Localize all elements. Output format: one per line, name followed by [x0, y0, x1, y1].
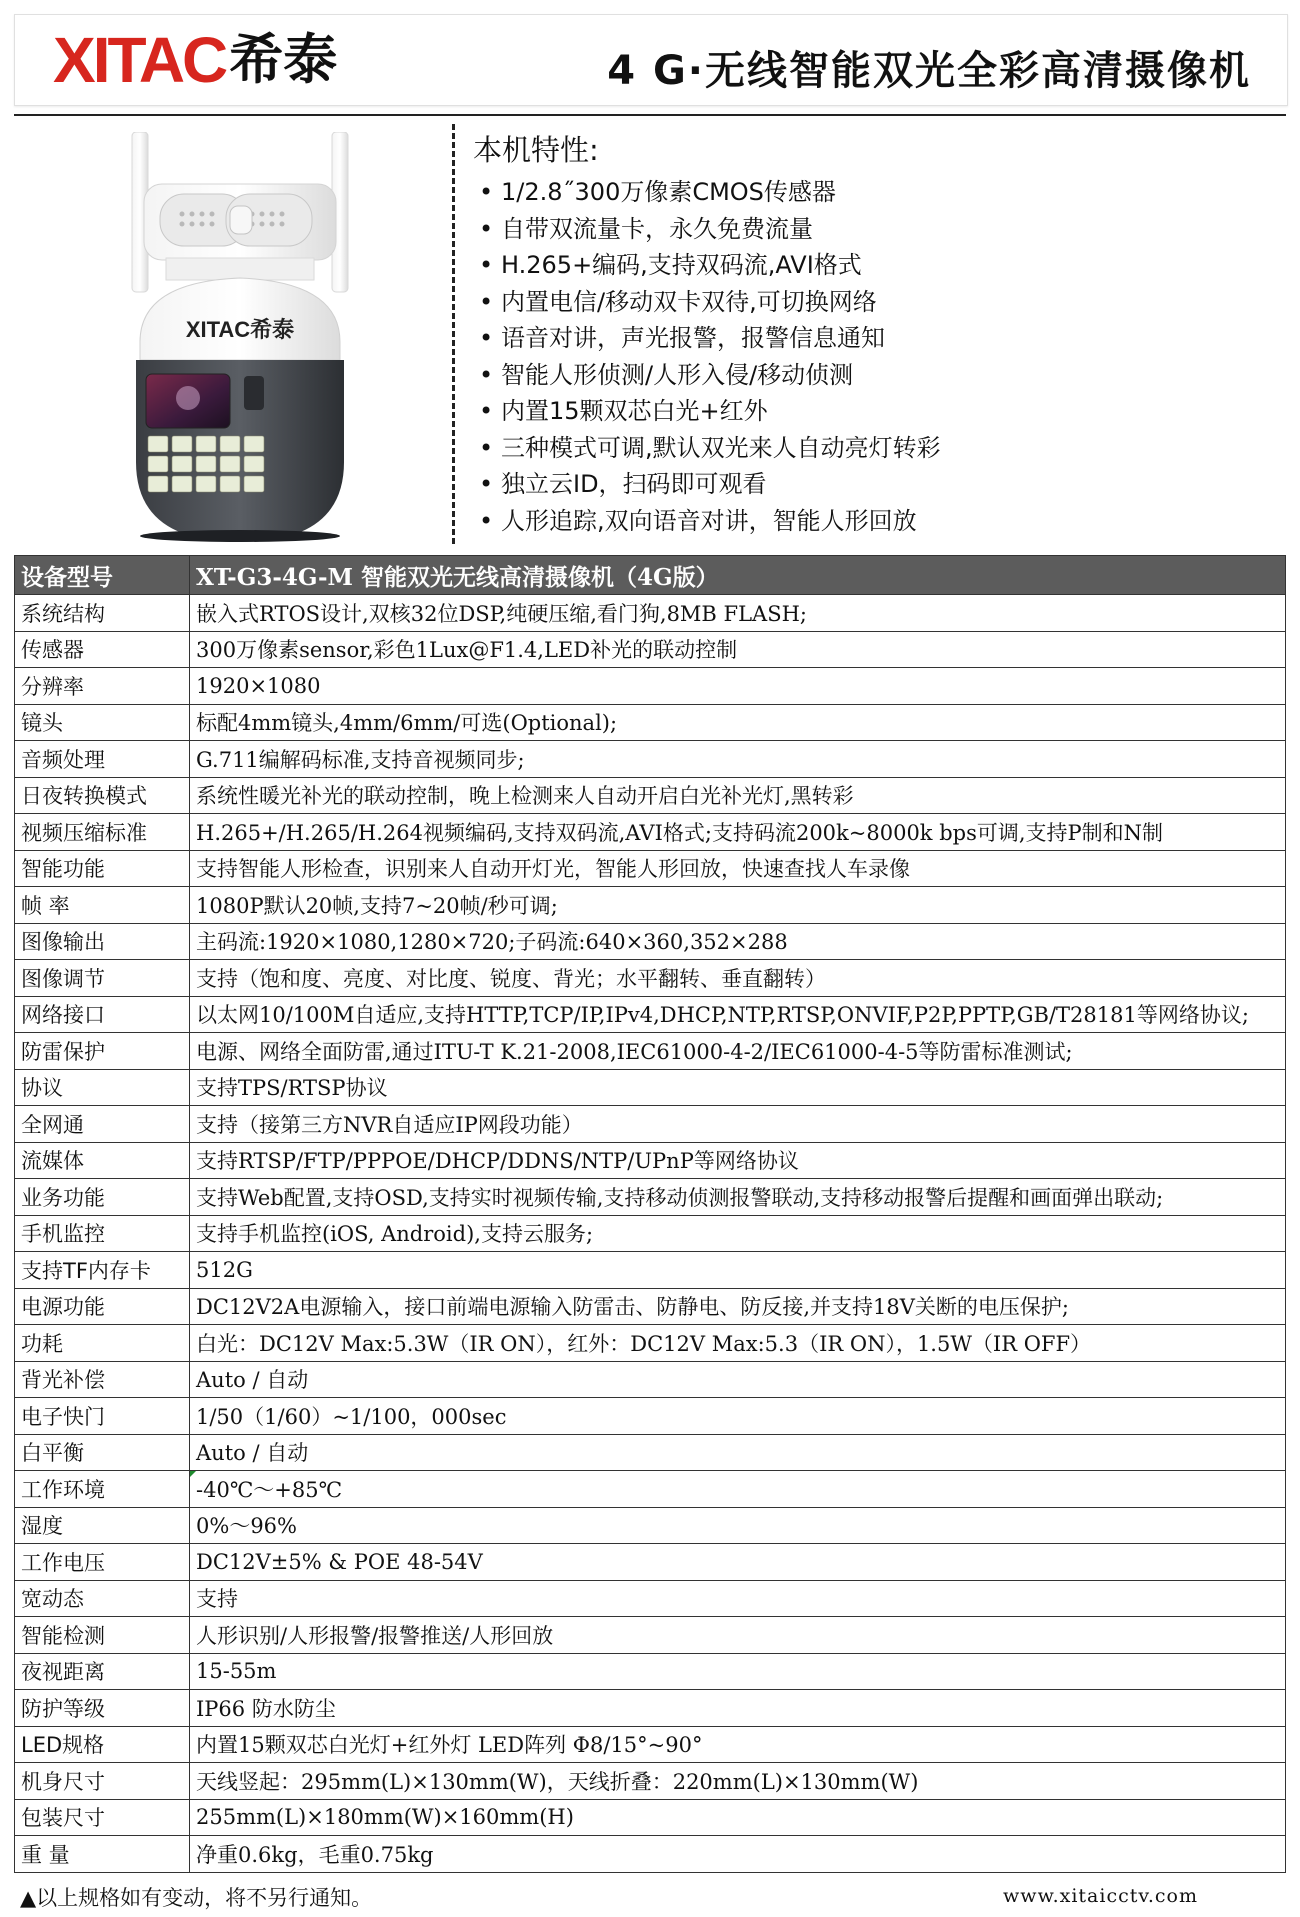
spec-value: 支持（接第三方NVR自适应IP网段功能）: [190, 1106, 1286, 1143]
spec-key: 手机监控: [15, 1215, 190, 1252]
spec-table-header-row: [15, 556, 1286, 595]
spec-value: 支持RTSP/FTP/PPPOE/DHCP/DDNS/NTP/UPnP等网络协议: [190, 1142, 1286, 1179]
spec-key: 协议: [15, 1069, 190, 1106]
bullet-icon: •: [479, 251, 494, 279]
spec-row: [15, 960, 1286, 997]
spec-value: 净重0.6kg，毛重0.75kg: [190, 1836, 1286, 1873]
spec-row: [15, 704, 1286, 741]
spec-key: 业务功能: [15, 1179, 190, 1216]
spec-row: [15, 1617, 1286, 1654]
bullet-icon: •: [479, 178, 494, 206]
spec-row: [15, 1252, 1286, 1289]
spec-key: 传感器: [15, 631, 190, 668]
spec-value: 支持智能人形检查，识别来人自动开灯光，智能人形回放，快速查找人车录像: [190, 850, 1286, 887]
spec-row: [15, 923, 1286, 960]
header-bar: [14, 14, 1288, 106]
spec-key: 网络接口: [15, 996, 190, 1033]
spec-key: 分辨率: [15, 668, 190, 705]
product-image: [126, 132, 356, 542]
bullet-icon: •: [479, 324, 494, 352]
spec-value: 15-55m: [190, 1653, 1286, 1690]
spec-value: 支持Web配置,支持OSD,支持实时视频传输,支持移动侦测报警联动,支持移动报警后提醒和画面弹出联动;: [190, 1179, 1286, 1216]
bullet-icon: •: [479, 506, 494, 535]
spec-value: 系统性暖光补光的联动控制，晚上检测来人自动开启白光补光灯,黑转彩: [190, 777, 1286, 814]
bullet-icon: •: [479, 433, 494, 462]
spec-key: 帧 率: [15, 887, 190, 924]
spec-value: 白光：DC12V Max:5.3W（IR ON），红外：DC12V Max:5.3（IR ON），1.5W（IR OFF）: [190, 1325, 1286, 1362]
spec-value: Auto / 自动: [190, 1361, 1286, 1398]
spec-row: [15, 1398, 1286, 1435]
spec-row: [15, 777, 1286, 814]
camera-illustration: [126, 132, 356, 542]
features-title: 本机特性:: [473, 133, 599, 167]
spec-row: [15, 1142, 1286, 1179]
spec-key: 包装尺寸: [15, 1799, 190, 1836]
spec-key: LED规格: [15, 1726, 190, 1763]
spec-key: 防雷保护: [15, 1033, 190, 1070]
spec-row: [15, 1361, 1286, 1398]
spec-row: [15, 1726, 1286, 1763]
feature-item: • 1/2.8˝300万像素CMOS传感器: [479, 174, 941, 211]
spec-row: [15, 996, 1286, 1033]
spec-value: 300万像素sensor,彩色1Lux@F1.4,LED补光的联动控制: [190, 631, 1286, 668]
features-section: [452, 124, 1275, 544]
spec-row: [15, 631, 1286, 668]
spec-value: 内置15颗双芯白光灯+红外灯 LED阵列 Φ8/15°~90°: [190, 1726, 1286, 1763]
spec-row: [15, 741, 1286, 778]
brand-logo-latin: XITAC: [53, 24, 226, 96]
spec-value: 以太网10/100M自适应,支持HTTP,TCP/IP,IPv4,DHCP,NTP,RTSP,ONVIF,P2P,PPTP,GB/T28181等网络协议;: [190, 996, 1286, 1033]
spec-key: 音频处理: [15, 741, 190, 778]
spec-row: [15, 1288, 1286, 1325]
spec-row: [15, 1434, 1286, 1471]
spec-value: 电源、网络全面防雷,通过ITU-T K.21-2008,IEC61000-4-2/IEC61000-4-5等防雷标准测试;: [190, 1033, 1286, 1070]
spec-header-value: XT-G3-4G-M 智能双光无线高清摄像机（4G版）: [190, 556, 1286, 595]
feature-item: • H.265+编码,支持双码流,AVI格式: [479, 247, 941, 284]
spec-row: [15, 668, 1286, 705]
spec-key: 图像调节: [15, 960, 190, 997]
spec-row: [15, 1763, 1286, 1800]
spec-value: 1920×1080: [190, 668, 1286, 705]
spec-row: [15, 1799, 1286, 1836]
spec-key: 工作环境: [15, 1471, 190, 1508]
spec-value: 支持手机监控(iOS, Android),支持云服务;: [190, 1215, 1286, 1252]
spec-value: 人形识别/人形报警/报警推送/人形回放: [190, 1617, 1286, 1654]
bullet-icon: •: [479, 397, 494, 425]
spec-value: 255mm(L)×180mm(W)×160mm(H): [190, 1799, 1286, 1836]
spec-value: Auto / 自动: [190, 1434, 1286, 1471]
feature-item: • 自带双流量卡，永久免费流量: [479, 211, 941, 248]
feature-item: • 三种模式可调,默认双光来人自动亮灯转彩: [479, 430, 941, 467]
spec-value: 主码流:1920×1080,1280×720;子码流:640×360,352×288: [190, 923, 1286, 960]
spec-value: 支持（饱和度、亮度、对比度、锐度、背光；水平翻转、垂直翻转）: [190, 960, 1286, 997]
spec-value: 1/50（1/60）~1/100，000sec: [190, 1398, 1286, 1435]
spec-value: 支持TPS/RTSP协议: [190, 1069, 1286, 1106]
footer-disclaimer: ▲以上规格如有变动，将不另行通知。: [20, 1886, 373, 1910]
spec-key: 白平衡: [15, 1434, 190, 1471]
feature-item: • 人形追踪,双向语音对讲，智能人形回放: [479, 503, 941, 540]
features-list: [479, 174, 941, 539]
spec-value: 标配4mm镜头,4mm/6mm/可选(Optional);: [190, 704, 1286, 741]
spec-key: 镜头: [15, 704, 190, 741]
spec-key: 机身尺寸: [15, 1763, 190, 1800]
spec-key: 系统结构: [15, 595, 190, 632]
spec-key: 流媒体: [15, 1142, 190, 1179]
camera-logo-text: XITAC希泰: [185, 317, 295, 342]
brand-logo: [53, 24, 338, 96]
spec-value: 0%～96%: [190, 1507, 1286, 1544]
spec-row: [15, 1653, 1286, 1690]
spec-row: [15, 1325, 1286, 1362]
spec-row: [15, 1179, 1286, 1216]
spec-key: 电源功能: [15, 1288, 190, 1325]
spec-key: 智能检测: [15, 1617, 190, 1654]
spec-row: [15, 814, 1286, 851]
spec-row: [15, 1215, 1286, 1252]
spec-header-key: 设备型号: [15, 556, 190, 595]
feature-item: • 独立云ID，扫码即可观看: [479, 466, 941, 503]
brand-logo-chinese: 希泰: [229, 28, 338, 91]
feature-item: • 智能人形侦测/人形入侵/移动侦测: [479, 357, 941, 394]
spec-row: [15, 595, 1286, 632]
spec-row: [15, 1507, 1286, 1544]
spec-key: 支持TF内存卡: [15, 1252, 190, 1289]
spec-row: [15, 1069, 1286, 1106]
spec-row: [15, 1836, 1286, 1873]
spec-value: 天线竖起：295mm(L)×130mm(W)，天线折叠：220mm(L)×130mm(W): [190, 1763, 1286, 1800]
spec-key: 功耗: [15, 1325, 190, 1362]
spec-value: H.265+/H.265/H.264视频编码,支持双码流,AVI格式;支持码流200k~8000k bps可调,支持P制和N制: [190, 814, 1286, 851]
spec-row: [15, 887, 1286, 924]
spec-key: 湿度: [15, 1507, 190, 1544]
spec-value: DC12V±5% & POE 48-54V: [190, 1544, 1286, 1581]
spec-row: [15, 1106, 1286, 1143]
spec-row: [15, 1690, 1286, 1727]
spec-key: 防护等级: [15, 1690, 190, 1727]
spec-value: DC12V2A电源输入，接口前端电源输入防雷击、防静电、防反接,并支持18V关断的电压保护;: [190, 1288, 1286, 1325]
spec-key: 宽动态: [15, 1580, 190, 1617]
spec-key: 电子快门: [15, 1398, 190, 1435]
spec-key: 日夜转换模式: [15, 777, 190, 814]
bullet-icon: •: [479, 360, 494, 389]
spec-table: [14, 555, 1286, 1873]
feature-item: • 语音对讲，声光报警，报警信息通知: [479, 320, 941, 357]
spec-key: 工作电压: [15, 1544, 190, 1581]
spec-row: [15, 1471, 1286, 1508]
spec-row: [15, 1544, 1286, 1581]
spec-key: 图像输出: [15, 923, 190, 960]
led-array: [148, 436, 264, 492]
spec-row: [15, 1033, 1286, 1070]
spec-value: 1080P默认20帧,支持7~20帧/秒可调;: [190, 887, 1286, 924]
spec-value: IP66 防水防尘: [190, 1690, 1286, 1727]
spec-value: G.711编解码标准,支持音视频同步;: [190, 741, 1286, 778]
spec-value: 512G: [190, 1252, 1286, 1289]
spec-key: 重 量: [15, 1836, 190, 1873]
feature-item: • 内置15颗双芯白光+红外: [479, 393, 941, 430]
spec-value: 嵌入式RTOS设计,双核32位DSP,纯硬压缩,看门狗,8MB FLASH;: [190, 595, 1286, 632]
spec-key: 全网通: [15, 1106, 190, 1143]
header-divider: [14, 114, 1286, 116]
spec-key: 智能功能: [15, 850, 190, 887]
footer-website: www.xitaicctv.com: [1003, 1885, 1198, 1907]
bullet-icon: •: [479, 470, 494, 498]
spec-row: [15, 850, 1286, 887]
spec-value: -40℃～+85℃: [190, 1471, 1286, 1508]
spec-row: [15, 1580, 1286, 1617]
spec-value: 支持: [190, 1580, 1286, 1617]
spec-key: 背光补偿: [15, 1361, 190, 1398]
spec-key: 视频压缩标准: [15, 814, 190, 851]
bullet-icon: •: [479, 214, 494, 243]
spec-key: 夜视距离: [15, 1653, 190, 1690]
bullet-icon: •: [479, 287, 494, 316]
document-title: 4 G·无线智能双光全彩高清摄像机: [607, 48, 1251, 94]
feature-item: • 内置电信/移动双卡双待,可切换网络: [479, 284, 941, 321]
